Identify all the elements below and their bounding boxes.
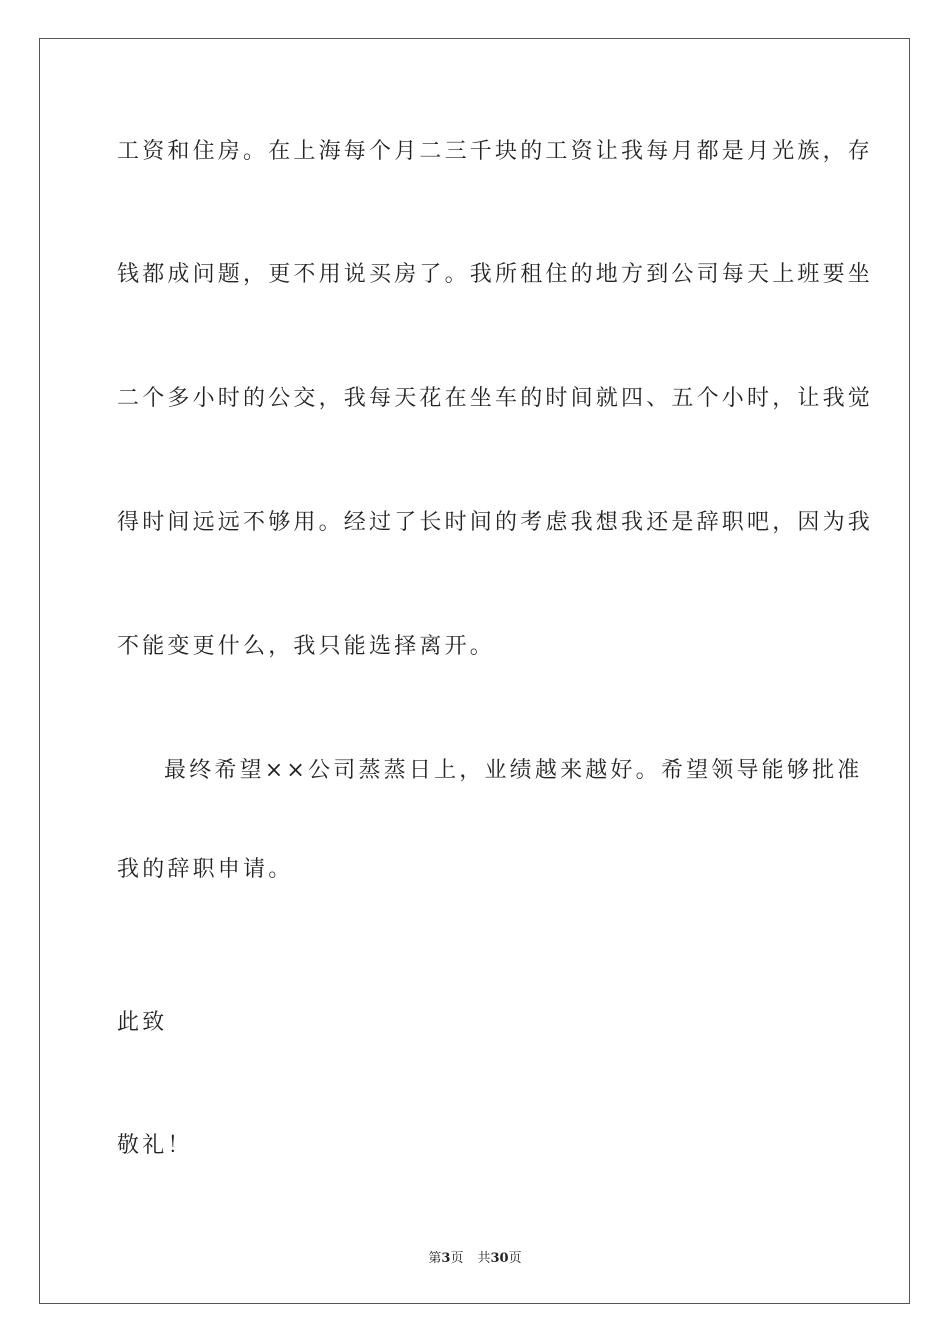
body-line-5: 不能变更什么，我只能选择离开。 — [117, 634, 496, 659]
page-footer — [0, 1247, 950, 1266]
body-line-1: 工资和住房。在上海每个月二三千块的工资让我每月都是月光族，存 — [117, 139, 874, 164]
footer-page-prefix: 第 — [428, 1251, 442, 1266]
body-line-6: 最终希望××公司蒸蒸日上，业绩越来越好。希望领导能够批准 — [164, 758, 863, 783]
body-line-3: 二个多小时的公交，我每天花在坐车的时间就四、五个小时，让我觉 — [117, 386, 874, 411]
body-line-2: 钱都成问题，更不用说买房了。我所租住的地方到公司每天上班要坐 — [117, 262, 874, 287]
footer-total-suffix: 页 — [508, 1251, 522, 1266]
closing-regards: 敬礼！ — [117, 1133, 193, 1158]
page-border — [39, 38, 910, 1304]
closing-salutation: 此致 — [117, 1010, 168, 1035]
footer-page-total: 30 — [490, 1251, 509, 1266]
footer-page-suffix: 页 — [450, 1251, 464, 1266]
body-line-4: 得时间远远不够用。经过了长时间的考虑我想我还是辞职吧，因为我 — [117, 510, 874, 535]
footer-total-prefix: 共 — [477, 1251, 491, 1266]
body-line-7: 我的辞职申请。 — [117, 857, 294, 882]
footer-page-current: 3 — [441, 1251, 451, 1266]
